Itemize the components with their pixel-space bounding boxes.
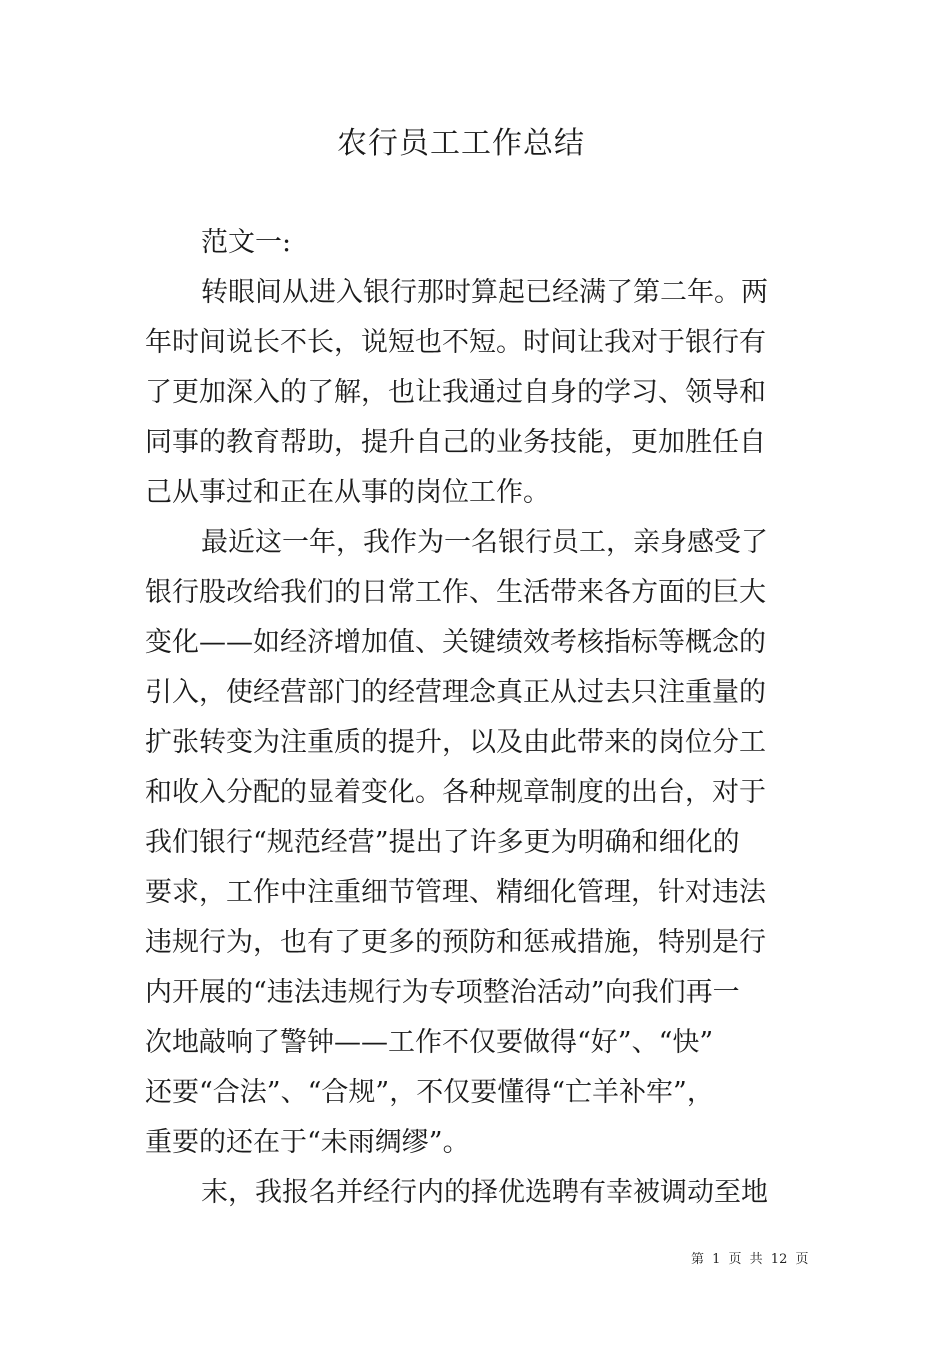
paragraph-line: 我们银行“规范经营”提出了许多更为明确和细化的 — [145, 827, 740, 858]
paragraph-line: 银行股改给我们的日常工作、生活带来各方面的巨大 — [145, 577, 766, 608]
paragraph-line: 引入，使经营部门的经营理念真正从过去只注重量的 — [145, 677, 766, 708]
paragraph-2 — [145, 268, 770, 518]
paragraph-line: 末，我报名并经行内的择优选聘有幸被调动至地 — [201, 1177, 768, 1208]
paragraph-line: 和收入分配的显着变化。各种规章制度的出台，对于 — [145, 777, 766, 808]
paragraph-line: 要求，工作中注重细节管理、精细化管理，针对违法 — [145, 877, 766, 908]
paragraph-line: 还要“合法”、“合规”，不仅要懂得“亡羊补牢”， — [145, 1077, 714, 1108]
paragraph-line: 最近这一年，我作为一名银行员工，亲身感受了 — [201, 527, 768, 558]
paragraph-line: 了更加深入的了解，也让我通过自身的学习、领导和 — [145, 377, 766, 408]
paragraph-line: 违规行为，也有了更多的预防和惩戒措施，特别是行 — [145, 927, 766, 958]
page-number-footer: 第 1 页 共 12 页 — [691, 1252, 809, 1267]
paragraph-line: 己从事过和正在从事的岗位工作。 — [145, 477, 550, 508]
paragraph-3 — [145, 518, 770, 1168]
paragraph-line: 次地敲响了警钟——工作不仅要做得“好”、“快” — [145, 1027, 714, 1058]
paragraph-line: 重要的还在于“未雨绸缪”。 — [145, 1127, 470, 1158]
paragraph-line: 扩张转变为注重质的提升，以及由此带来的岗位分工 — [145, 727, 766, 758]
paragraph-line: 内开展的“违法违规行为专项整治活动”向我们再一 — [145, 977, 740, 1008]
paragraph-line: 转眼间从进入银行那时算起已经满了第二年。两 — [201, 277, 768, 308]
paragraph-4 — [145, 1168, 770, 1218]
document-body — [145, 218, 770, 1218]
document-title: 农行员工工作总结 — [337, 126, 585, 161]
paragraph-line: 年时间说长不长，说短也不短。时间让我对于银行有 — [145, 327, 766, 358]
paragraph-line: 范文一: — [201, 227, 292, 258]
paragraph-1 — [145, 218, 770, 268]
paragraph-line: 变化——如经济增加值、关键绩效考核指标等概念的 — [145, 627, 766, 658]
paragraph-line: 同事的教育帮助，提升自己的业务技能，更加胜任自 — [145, 427, 766, 458]
